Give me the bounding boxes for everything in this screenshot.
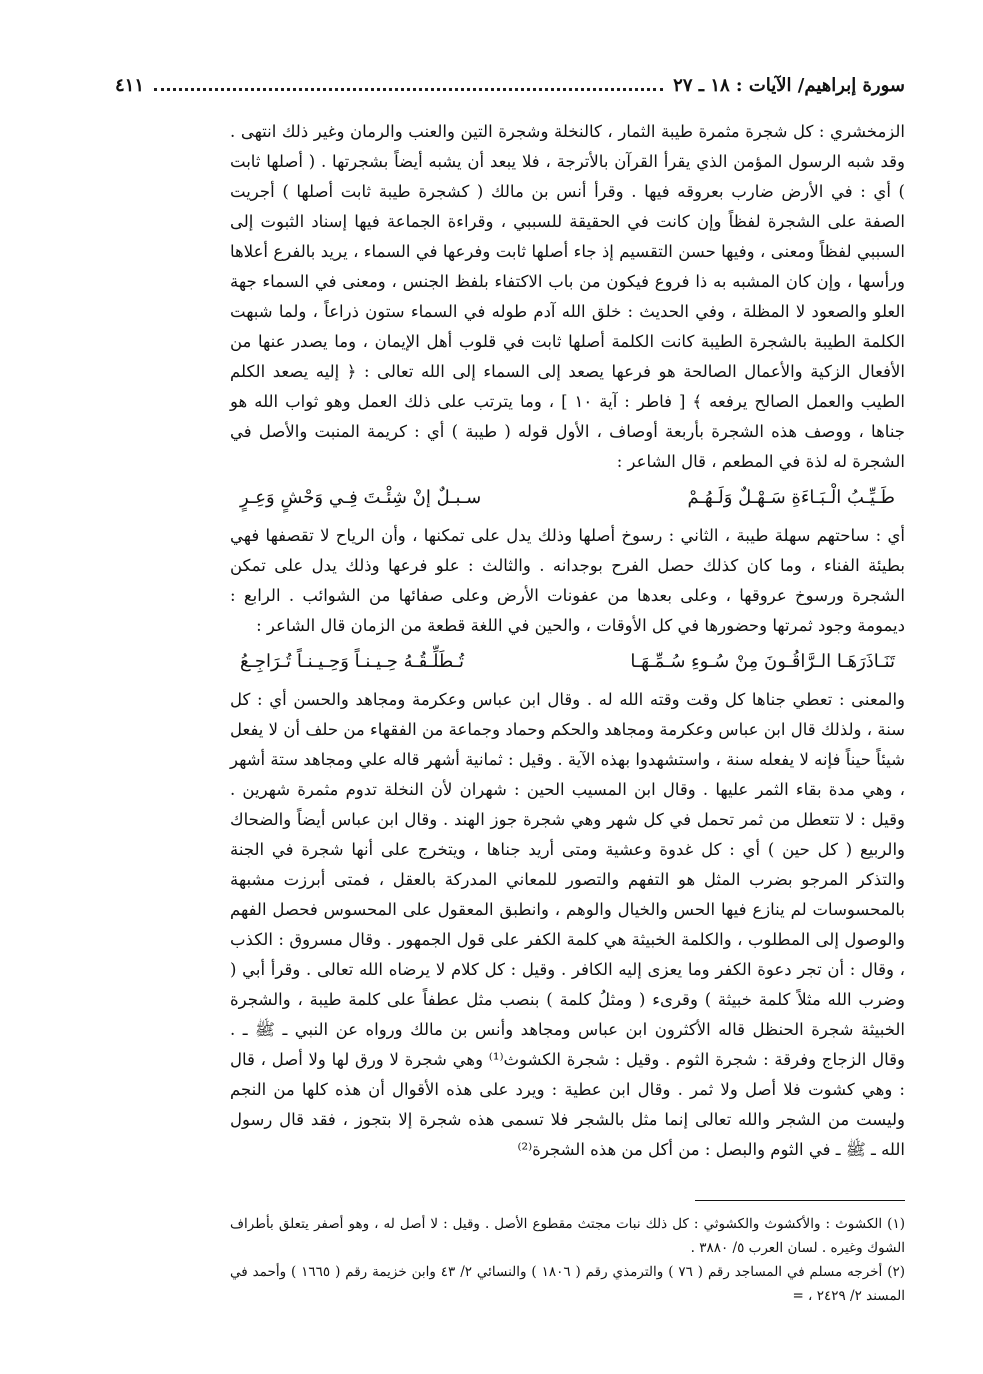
verse-2-first-hemistich: تَنَـاذَرَهَـا الـرَّاقُـونَ مِنْ سُـوءِ سُـمِّـهَـا: [630, 651, 895, 672]
verse-2: [230, 645, 905, 679]
footnote-1: (١) الكشوث : والأكشوث والكشوثي : كل ذلك نبات مجتث مقطوع الأصل . وقيل : لا أصل له ، وهو أصفر يتعلق بأطراف الشوك وغيره . لسان العرب ٥/ ٣٨٨٠ .: [230, 1216, 905, 1256]
footnote-divider: [695, 1200, 905, 1201]
verse-2-second-hemistich: تُـطَلِّـقُـهُ حِـيـنـاً وَحِـيـنـاً تُـرَاجِـعُ: [240, 651, 464, 672]
header-dot-leader: [154, 88, 663, 91]
footnote-2: (٢) أخرجه مسلم في المساجد رقم ( ٧٦ ) والترمذي رقم ( ١٨٠٦ ) والنسائي ٢/ ٤٣ وابن خزيمة رقم ( ١٦٦٥ ) وأحمد في المسند ٢/ ٢٤٢٩ ، =: [230, 1264, 906, 1304]
footnotes: [230, 1212, 905, 1308]
verse-1-second-hemistich: سـبـلٌ إنْ شِئْـتَ فِـي وَحْشٍ وَعِـرٍ: [240, 487, 482, 508]
paragraph-1: الزمخشري : كل شجرة مثمرة طيبة الثمار ، كالنخلة وشجرة التين والعنب والرمان وغير ذلك انتهى . وقد شبه الرسول المؤمن الذي يقرأ القرآن بالأترجة ، فلا يبعد أن يشبه أيضاً بشجرتها . ( أصلها ثابت ) أي : في الأرض ضارب بعروقه فيها . وقرأ أنس بن مالك ( كشجرة طيبة ثابت أصلها ) أجريت الصفة على الشجرة لفظاً وإن كانت في الحقيقة للسببي ، وقراءة الجماعة فيها إسناد الثبوت إلى السببي لفظاً ومعنى ، وفيها حسن التقسيم إذ جاء أصلها ثابت وفرعها في السماء ، يريد بالفرع أعلاها ورأسها ، وإن كان المشبه به ذا فروع فيكون من باب الاكتفاء بلفظ الجنس ، ومعنى في السماء جهة العلو والصعود لا المظلة ، وفي الحديث : خلق الله آدم طوله في السماء ستون ذراعاً ، ولما شبهت الكلمة الطيبة بالشجرة الطيبة كانت الكلمة أصلها ثابت في قلوب أهل الإيمان ، وما يصدر عنها من الأفعال الزكية والأعمال الصالحة هو فرعها يصعد إلى السماء إلى الله تعالى : ﴿ إليه يصعد الكلم الطيب والعمل الصالح يرفعه ﴾ [ فاطر : آية ١٠ ] ، وما يترتب على ذلك العمل وهو ثواب الله هو جناها ، ووصف هذه الشجرة بأربعة أوصاف ، الأول قوله ( طيبة ) أي : كريمة المنبت والأصل في الشجرة له لذة في المطعم ، قال الشاعر :: [230, 122, 905, 471]
verse-1-first-hemistich: طَـيِّـبُ الْـبَـاءَةِ سَـهْـلٌ وَلَـهُـمْ: [687, 487, 895, 508]
main-text: [230, 117, 905, 1165]
verse-1: [230, 481, 905, 515]
paragraph-2: أي : ساحتهم سهلة طيبة ، الثاني : رسوخ أصلها وذلك يدل على تمكنها ، وأن الرياح لا تقصفها فهي بطيئة الفناء ، وما كان كذلك حصل الفرح بوجدانه . والثالث : علو فرعها وذلك يدل على تمكن الشجرة ورسوخ عروقها ، وعلى بعدها من عفونات الأرض وعلى صفائها من الشوائب . الرابع : ديمومة وجود ثمرتها وحضورها في كل الأوقات ، والحين في اللغة قطعة من الزمان قال الشاعر :: [230, 526, 905, 635]
header-title: سورة إبراهيم/ الآيات : ١٨ ـ ٢٧: [673, 74, 905, 96]
page-number: ٤١١: [115, 74, 145, 96]
paragraph-3: والمعنى : تعطي جناها كل وقت وقته الله له . وقال ابن عباس وعكرمة ومجاهد والحسن أي : كل سنة ، ولذلك قال ابن عباس وعكرمة ومجاهد والحكم وحماد وجماعة من الفقهاء من حلف أن لا يفعل شيئاً حيناً فإنه لا يفعله سنة ، واستشهدوا بهذه الآية . وقيل : ثمانية أشهر قاله علي ومجاهد ستة أشهر ، وهي مدة بقاء الثمر عليها . وقال ابن المسيب الحين : شهران لأن النخلة تدوم مثمرة شهرين . وقيل : لا تتعطل من ثمر تحمل في كل شهر وهي شجرة جوز الهند . وقال ابن عباس أيضاً والضحاك والربيع ( كل حين ) أي : كل غدوة وعشية ومتى أريد جناها ، ويتخرج على أنها شجرة في الجنة والتذكر المرجو بضرب المثل هو التفهم والتصور للمعاني المدركة بالعقل ، فمتى أبرزت مشبهة بالمحسوسات لم ينازع فيها الحس والخيال والوهم ، وانطبق المعقول على المحسوس فحصل الفهم والوصول إلى المطلوب ، والكلمة الخبيثة هي كلمة الكفر على قول الجمهور . وقال مسروق : الكذب ، وقال : أن تجر دعوة الكفر وما يعزى إليه الكافر . وقيل : كل كلام لا يرضاه الله تعالى . وقرأ أبي ( وضرب الله مثلاً كلمة خبيثة ) وقرىء ( ومثلُ كلمة ) بنصب مثل عطفاً على كلمة طيبة ، والشجرة الخبيثة شجرة الحنظل قاله الأكثرون ابن عباس ومجاهد وأنس بن مالك ورواه عن النبي ـ ﷺ ـ . وقال الزجاج وفرقة : شجرة الثوم . وقيل : شجرة الكشوث⁽¹⁾ وهي شجرة لا ورق لها ولا أصل ، قال : وهي كشوت فلا أصل ولا ثمر . وقال ابن عطية : ويرد على هذه الأقوال أن هذه كلها من النجم وليست من الشجر والله تعالى إنما مثل بالشجر فلا تسمى هذه شجرة إلا بتجوز ، فقد قال رسول الله ـ ﷺ ـ في الثوم والبصل : من أكل من هذه الشجرة⁽²⁾: [230, 690, 906, 1159]
running-header: [115, 70, 905, 100]
